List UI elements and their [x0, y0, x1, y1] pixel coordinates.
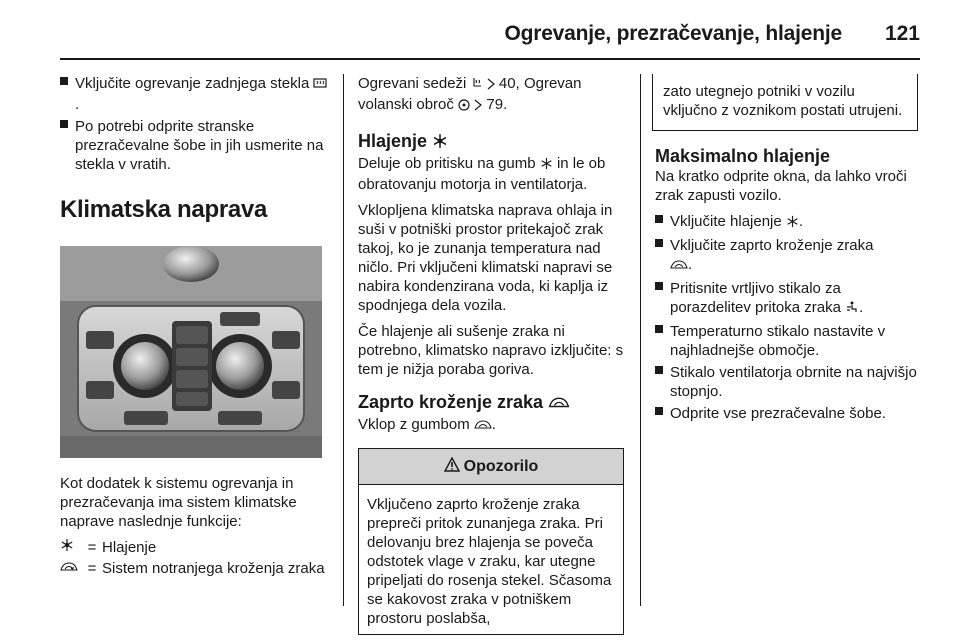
- page-reference-icon: [487, 76, 495, 95]
- climate-control-panel-photo: [60, 246, 322, 458]
- bullet-item: Stikalo ventilatorja obrnite na najvišjo stopnjo.: [655, 363, 925, 401]
- page-header: [60, 14, 920, 56]
- paragraph: Deluje ob pritisku na gumb in le ob obratovanju motorja in ventilatorja.: [358, 155, 606, 193]
- air-distribution-icon: [845, 300, 859, 319]
- definition-row: = Sistem notranjega kroženja zraka: [60, 559, 328, 578]
- page-number: 121: [884, 22, 920, 45]
- paragraph: Vklopljena klimatska naprava ohlaja in suši v potniški prostor pritekajoč zrak takoj, ko je zunanja temperatura nad ničlo. Pri vključeni klimatski napravi se nabira kondenzirana voda, ki kaplja iz spodnjega dela vozila.: [358, 202, 613, 314]
- bullet-marker-icon: [60, 77, 68, 85]
- paragraph: Če hlajenje ali sušenje zraka ni potrebno, klimatsko napravo izključite: s tem je nižja poraba goriva.: [358, 323, 624, 378]
- snowflake-icon: [786, 214, 799, 233]
- section-heading: Maksimalno hlajenje: [655, 146, 831, 166]
- cross-reference: Ogrevani sedeži 40, Ogrevan volanski obroč 79.: [358, 74, 624, 116]
- warning-box: [358, 448, 624, 635]
- column-divider: [640, 74, 641, 606]
- column-divider: [343, 74, 344, 606]
- header-divider: [60, 58, 920, 60]
- heated-seat-icon: [471, 76, 483, 95]
- column-1: [60, 74, 328, 580]
- bullet-marker-icon: [655, 407, 663, 415]
- bullet-marker-icon: [655, 366, 663, 374]
- column-2: [358, 74, 624, 635]
- bullet-item: Vključite ogrevanje zadnjega stekla .: [60, 74, 328, 114]
- page-reference-icon: [474, 97, 482, 116]
- bullet-marker-icon: [655, 215, 663, 223]
- warning-header: Opozorilo: [359, 449, 623, 485]
- warning-triangle-icon: [444, 457, 460, 477]
- bullet-item: Odprite vse prezračevalne šobe.: [655, 404, 925, 423]
- page-title: Ogrevanje, prezračevanje, hlajenje: [504, 22, 842, 45]
- bullet-item: Po potrebi odprite stranske prezračevalne šobe in jih usmerite na stekla v vratih.: [60, 117, 328, 174]
- bullet-item: Vključite hlajenje .: [655, 212, 925, 233]
- paragraph: Vklop z gumbom .: [358, 415, 624, 436]
- recirculation-icon: [60, 559, 82, 578]
- warning-box-continued: zato utegnejo potniki v vozilu vključno z voznikom postati utrujeni.: [652, 74, 918, 131]
- intro-paragraph: Kot dodatek k sistemu ogrevanja in prezračevanja ima sistem klimatske naprave naslednje funkcije:: [60, 475, 297, 530]
- snowflake-icon: [432, 132, 448, 154]
- recirculation-icon: [670, 257, 688, 276]
- bullet-marker-icon: [60, 120, 68, 128]
- column-3: [655, 74, 925, 426]
- warning-text: Vključeno zaprto kroženje zraka prepreči pritok zunanjega zraka. Pri delovanju brez hlajenja se poveča odstotek vlage v zraku, kar utegne pripeljati do rosenja stekel. Sčasoma se kakovost zraka v potniškem prostoru poslabša,: [367, 496, 612, 627]
- bullet-item: Pritisnite vrtljivo stikalo za porazdelitev pritoka zraka .: [655, 279, 925, 319]
- snowflake-icon: [60, 538, 82, 557]
- section-heading: Hlajenje: [358, 130, 624, 154]
- section-heading: Zaprto kroženje zraka: [358, 391, 624, 415]
- definition-row: = Hlajenje: [60, 538, 328, 557]
- paragraph: Na kratko odprite okna, da lahko vroči zrak zapusti vozilo.: [655, 168, 907, 204]
- recirculation-icon: [548, 393, 570, 415]
- rear-window-heater-icon: [313, 76, 327, 95]
- bullet-marker-icon: [655, 325, 663, 333]
- bullet-item: Temperaturno stikalo nastavite v najhladnejše območje.: [655, 322, 925, 360]
- section-heading: Klimatska naprava: [60, 196, 268, 223]
- recirculation-icon: [474, 417, 492, 436]
- snowflake-icon: [540, 156, 553, 175]
- bullet-marker-icon: [655, 282, 663, 290]
- bullet-marker-icon: [655, 239, 663, 247]
- bullet-item: Vključite zaprto kroženje zraka .: [655, 236, 925, 276]
- heated-steering-wheel-icon: [458, 97, 470, 116]
